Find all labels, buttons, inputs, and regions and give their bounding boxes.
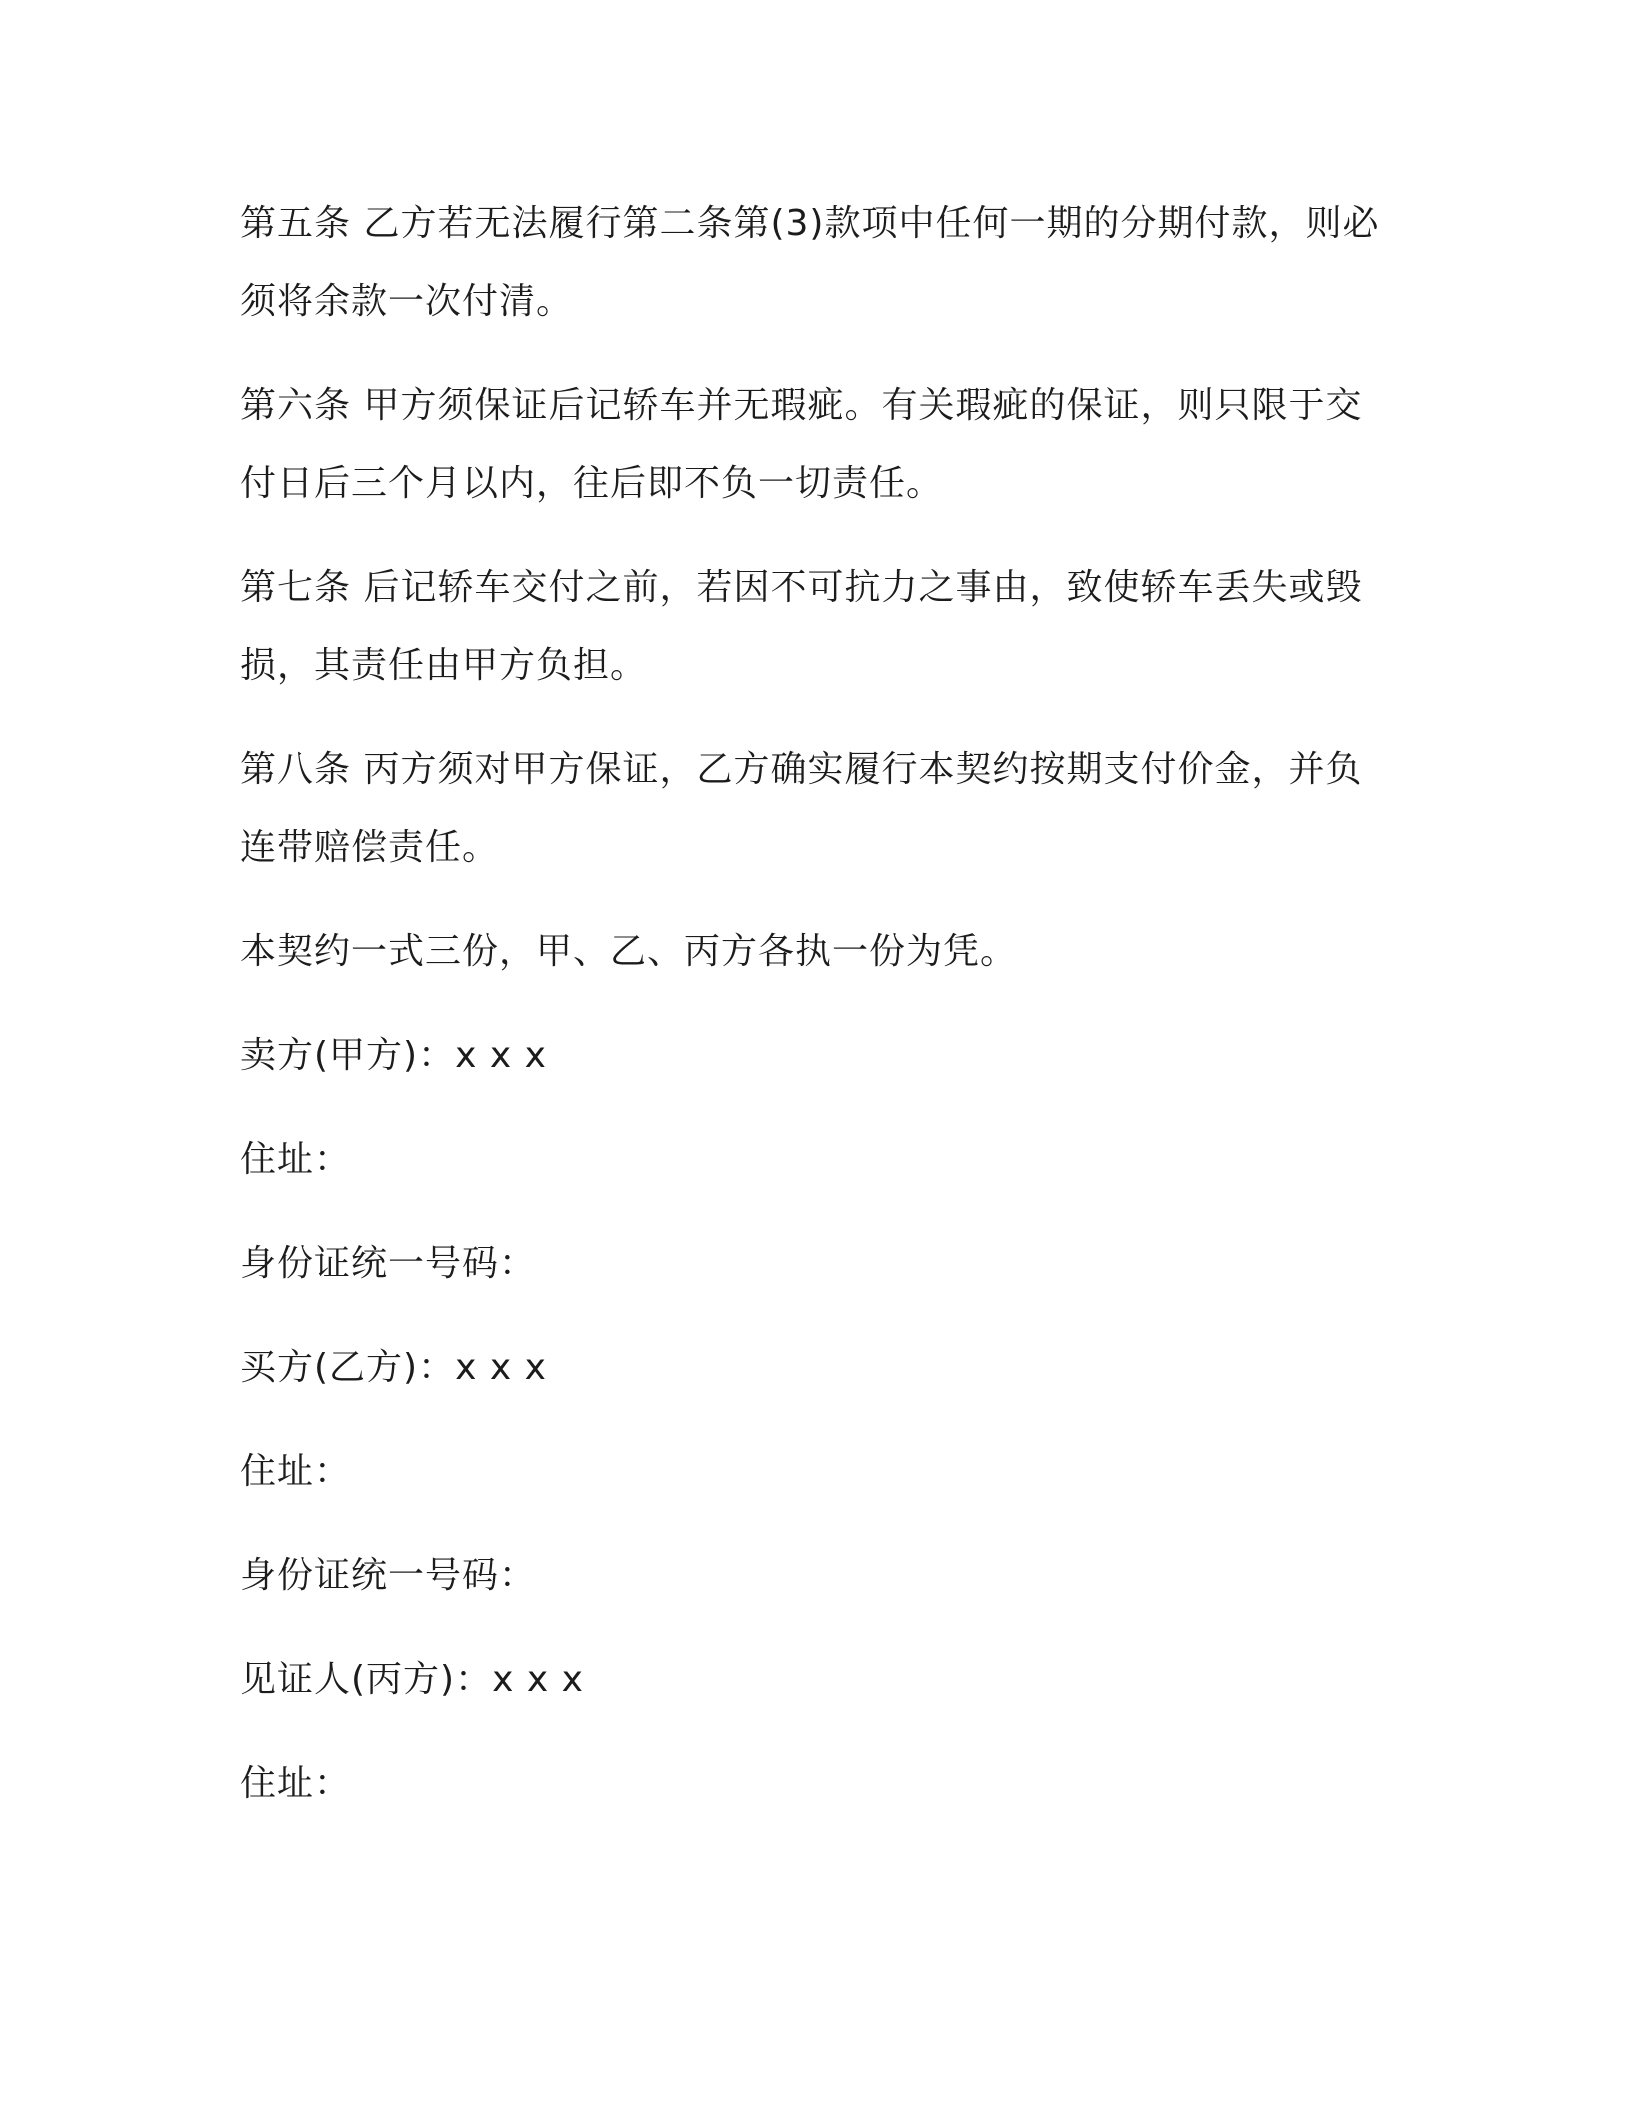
seller-label: 卖方(甲方)：x x x	[240, 1035, 547, 1076]
buyer-id-number: 身份证统一号码：	[240, 1555, 537, 1596]
witness-label: 见证人(丙方)：x x x	[240, 1659, 584, 1700]
clause-7: 第七条 后记轿车交付之前，若因不可抗力之事由，致使轿车丢失或毁损，其责任由甲方负担。	[240, 567, 1363, 686]
clause-8: 第八条 丙方须对甲方保证，乙方确实履行本契约按期支付价金，并负连带赔偿责任。	[240, 749, 1363, 868]
seller-address: 住址：	[240, 1139, 352, 1180]
seller-id-number: 身份证统一号码：	[240, 1243, 537, 1284]
buyer-label: 买方(乙方)：x x x	[240, 1347, 547, 1388]
buyer-address: 住址：	[240, 1451, 352, 1492]
document-body	[240, 185, 1390, 1849]
copies-note: 本契约一式三份，甲、乙、丙方各执一份为凭。	[240, 931, 1018, 972]
clause-6: 第六条 甲方须保证后记轿车并无瑕疵。有关瑕疵的保证，则只限于交付日后三个月以内，往后即不负一切责任。	[240, 385, 1363, 504]
witness-address: 住址：	[240, 1763, 352, 1804]
clause-5: 第五条 乙方若无法履行第二条第(3)款项中任何一期的分期付款，则必须将余款一次付清。	[240, 203, 1380, 322]
